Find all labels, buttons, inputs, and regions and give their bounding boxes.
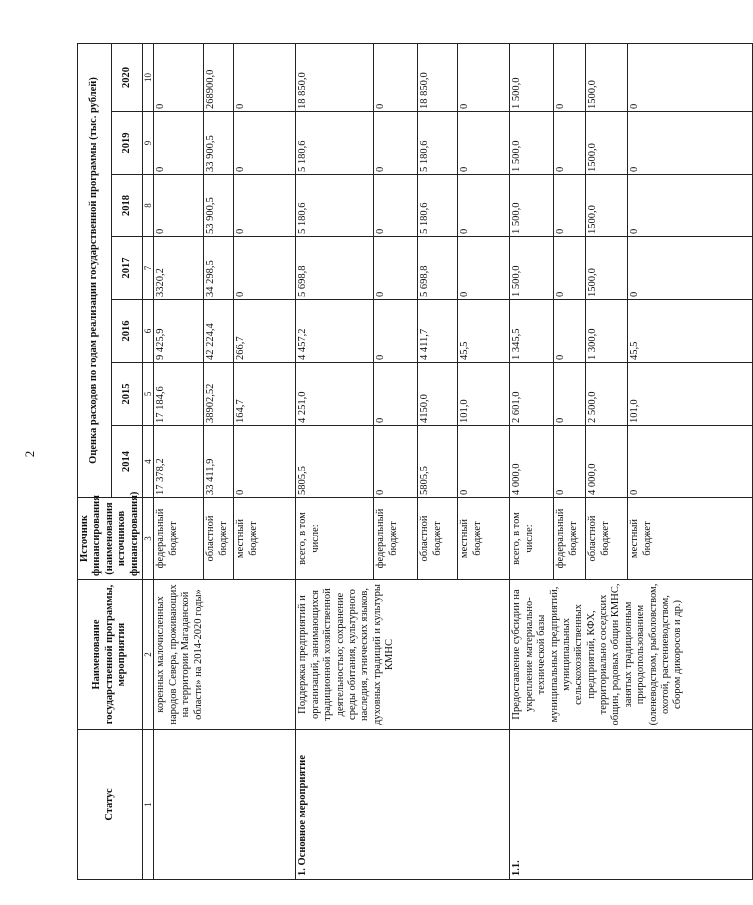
- header-status: Статус: [78, 730, 143, 880]
- cell-value: 5 698,8: [418, 237, 458, 300]
- cell-value: 4 411,7: [418, 300, 458, 363]
- cell-value: 0: [374, 112, 418, 175]
- cell-value: 1 500,0: [510, 237, 554, 300]
- cell-value: 5805,5: [296, 426, 374, 498]
- cell-value: 0: [628, 237, 753, 300]
- cell-value: 33 411,9: [204, 426, 234, 498]
- cell-value: 17 184,6: [154, 363, 204, 426]
- cell-value: 34 298,5: [204, 237, 234, 300]
- cell-value: 268900,0: [204, 43, 234, 111]
- column-number: 3: [142, 498, 154, 580]
- cell-value: 0: [628, 43, 753, 111]
- header-year: 2017: [111, 237, 142, 300]
- cell-value: 0: [554, 300, 586, 363]
- page-number: 2: [22, 450, 37, 458]
- cell-value: 266,7: [234, 300, 296, 363]
- row-source: областной бюджет: [204, 498, 234, 580]
- cell-value: 101,0: [628, 363, 753, 426]
- cell-value: 5 180,6: [296, 175, 374, 237]
- cell-value: 0: [374, 426, 418, 498]
- row-source: областной бюджет: [418, 498, 458, 580]
- cell-value: 0: [374, 175, 418, 237]
- cell-value: 0: [554, 426, 586, 498]
- table-row: [296, 43, 374, 879]
- row-status: [154, 730, 296, 880]
- cell-value: 0: [458, 237, 510, 300]
- cell-value: 0: [554, 363, 586, 426]
- cell-value: 9 425,9: [154, 300, 204, 363]
- cell-value: 4 000,0: [510, 426, 554, 498]
- column-number: 5: [142, 363, 154, 426]
- cell-value: 1500,0: [586, 175, 628, 237]
- row-source: местный бюджет: [234, 498, 296, 580]
- cell-value: 0: [374, 363, 418, 426]
- column-number: 9: [142, 112, 154, 175]
- cell-value: 0: [458, 112, 510, 175]
- cell-value: 0: [234, 175, 296, 237]
- cell-value: 0: [154, 175, 204, 237]
- column-number: 6: [142, 300, 154, 363]
- cell-value: 1500,0: [586, 112, 628, 175]
- row-source: федеральный бюджет: [554, 498, 586, 580]
- cell-value: 38902,52: [204, 363, 234, 426]
- cell-value: 0: [458, 426, 510, 498]
- cell-value: 5 180,6: [418, 112, 458, 175]
- row-source: всего, в том числе:: [296, 498, 374, 580]
- row-name: коренных малочисленных народов Севера, проживающих на территории Магаданской области» на 2014-2020 годы»: [154, 580, 296, 730]
- row-name: Предоставление субсидии на укрепление материально-технической базы муниципальных предприятий, муниципальных сельскохозяйственных предприятий, КФХ, территориально соседских общин, родовых общин КМНС, занятых традиционным природопользованием (оленеводством, рыболовством, охотой, растениеводством, сбором дикоросов и др.): [510, 580, 753, 730]
- column-number: 10: [142, 43, 154, 111]
- row-status: 1.1.: [510, 730, 753, 880]
- column-number: 8: [142, 175, 154, 237]
- cell-value: 0: [154, 112, 204, 175]
- cell-value: 5805,5: [418, 426, 458, 498]
- cell-value: 0: [628, 175, 753, 237]
- cell-value: 0: [458, 43, 510, 111]
- cell-value: 5 180,6: [418, 175, 458, 237]
- header-year: 2014: [111, 426, 142, 498]
- cell-value: 1500,0: [586, 237, 628, 300]
- cell-value: 4 457,2: [296, 300, 374, 363]
- row-source: всего, в том числе:: [510, 498, 554, 580]
- row-source: областной бюджет: [586, 498, 628, 580]
- cell-value: 0: [628, 112, 753, 175]
- cell-value: 2 500,0: [586, 363, 628, 426]
- column-number: 2: [142, 580, 154, 730]
- cell-value: 45,5: [458, 300, 510, 363]
- cell-value: 0: [154, 43, 204, 111]
- cell-value: 33 900,5: [204, 112, 234, 175]
- column-number: 1: [142, 730, 154, 880]
- cell-value: 0: [234, 43, 296, 111]
- budget-table: [77, 43, 753, 880]
- cell-value: 0: [234, 426, 296, 498]
- row-status: 1. Основное мероприятие: [296, 730, 510, 880]
- header-year: 2016: [111, 300, 142, 363]
- row-source: федеральный бюджет: [374, 498, 418, 580]
- cell-value: 42 224,4: [204, 300, 234, 363]
- cell-value: 0: [554, 237, 586, 300]
- cell-value: 164,7: [234, 363, 296, 426]
- cell-value: 1500,0: [586, 43, 628, 111]
- cell-value: 18 850,0: [418, 43, 458, 111]
- header-year: 2015: [111, 363, 142, 426]
- cell-value: 0: [234, 237, 296, 300]
- table-row: [510, 43, 554, 879]
- cell-value: 1 345,5: [510, 300, 554, 363]
- cell-value: 0: [458, 175, 510, 237]
- cell-value: 5 180,6: [296, 112, 374, 175]
- cell-value: 101,0: [458, 363, 510, 426]
- header-year: 2018: [111, 175, 142, 237]
- cell-value: 0: [554, 112, 586, 175]
- header-name: Наименование государственной программы, мероприятия: [78, 580, 143, 730]
- cell-value: 17 378,2: [154, 426, 204, 498]
- row-source: местный бюджет: [458, 498, 510, 580]
- cell-value: 1 300,0: [586, 300, 628, 363]
- cell-value: 0: [234, 112, 296, 175]
- cell-value: 0: [628, 426, 753, 498]
- cell-value: 1 500,0: [510, 175, 554, 237]
- row-name: Поддержка предприятий и организаций, занимающихся традиционной хозяйственной деятельностью; сохранение среды обитания, культурного наследия, этнических языков, духовных традиций и культуры КМНС: [296, 580, 510, 730]
- row-source: местный бюджет: [628, 498, 753, 580]
- table-row: [154, 43, 204, 879]
- cell-value: 18 850,0: [296, 43, 374, 111]
- cell-value: 0: [554, 43, 586, 111]
- cell-value: 4 251,0: [296, 363, 374, 426]
- header-estimate: Оценка расходов по годам реализации государственной программы (тыс. рублей): [78, 43, 112, 497]
- cell-value: 2 601,0: [510, 363, 554, 426]
- cell-value: 5 698,8: [296, 237, 374, 300]
- header-year: 2020: [111, 43, 142, 111]
- cell-value: 4 000,0: [586, 426, 628, 498]
- cell-value: 45,5: [628, 300, 753, 363]
- cell-value: 1 500,0: [510, 112, 554, 175]
- cell-value: 0: [374, 237, 418, 300]
- budget-table-rotated: [77, 44, 684, 880]
- cell-value: 0: [374, 43, 418, 111]
- header-year: 2019: [111, 112, 142, 175]
- cell-value: 1 500,0: [510, 43, 554, 111]
- cell-value: 4150,0: [418, 363, 458, 426]
- column-number: 7: [142, 237, 154, 300]
- row-source: федеральный бюджет: [154, 498, 204, 580]
- header-source: Источник финансирования (наименования источников финансирования): [78, 498, 143, 580]
- column-number: 4: [142, 426, 154, 498]
- cell-value: 0: [374, 300, 418, 363]
- cell-value: 53 900,5: [204, 175, 234, 237]
- cell-value: 0: [554, 175, 586, 237]
- cell-value: 3320,2: [154, 237, 204, 300]
